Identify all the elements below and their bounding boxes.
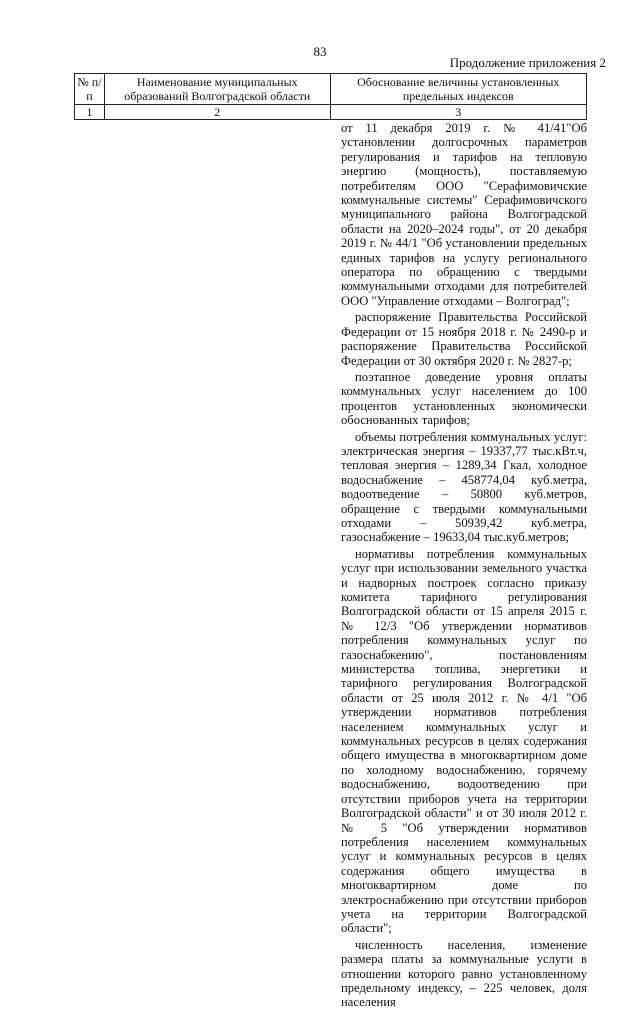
table-header-row [75, 74, 587, 105]
header-municipality: Наименование муниципальных образований Волгоградской области [104, 74, 330, 105]
appendix-table [74, 73, 587, 120]
appendix-continuation-note: Продолжение приложения 2 [449, 55, 606, 70]
column-number: 3 [330, 105, 586, 120]
page-number: 83 [313, 44, 327, 59]
paragraph: объемы потребления коммунальных услуг: электрическая энергия – 19337,77 тыс.кВт.ч, тепловая энергия – 1289,34 Гкал, холодное водоснабжение – 458774,04 куб.метра, водоотведение – 50800 куб.метров, обращение с твердыми коммунальными отходами – 50939,42 куб.метра, газоснабжение – 19633,04 тыс.куб.метров; [341, 429, 587, 545]
header-number: № п/п [75, 74, 105, 105]
paragraph: нормативы потребления коммунальных услуг при использовании земельного участка и надворных построек согласно приказу комитета тарифного регулирования Волгоградской области от 15 апреля 2015 г. № 12/3 "Об утверждении нормативов потребления коммунальных услуг по газоснабжению", постановлениям министерства топлива, энергетики и тарифного регулирования Волгоградской области от 25 июля 2012 г. № 4/1 "Об утверждении нормативов потребления населением коммунальных услуг и коммунальных ресурсов в целях содержания общего имущества в многоквартирном доме по холодному водоснабжению, горячему водоснабжению, водоотведению при отсутствии приборов учета на территории Волгоградской области" и от 30 июля 2012 г. № 5 "Об утверждении нормативов потребления населением коммунальных услуг и коммунальных ресурсов в целях содержания общего имущества в многоквартирном доме по электроснабжению при отсутствии приборов учета на территории Волгоградской области"; [341, 546, 587, 936]
column-number-row [75, 105, 587, 120]
paragraph: распоряжение Правительства Российской Федерации от 15 ноября 2018 г. № 2490-р и распоряжение Правительства Российской Федерации от 30 октября 2020 г. № 2827-р; [341, 310, 587, 368]
paragraph: численность населения, изменение размера платы за коммунальные услуги в отношении которого равно установленному предельному индексу, – 225 человек, доля населения [341, 937, 587, 1010]
column-number: 2 [104, 105, 330, 120]
justification-text [341, 121, 587, 1012]
header-justification: Обоснование величины установленных предельных индексов [330, 74, 586, 105]
paragraph: от 11 декабря 2019 г. № 41/41"Об установлении долгосрочных параметров регулирования и тарифов на тепловую энергию (мощность), поставляемую потребителям ООО "Серафимовичские коммунальные системы" Серафимовичского муниципального района Волгоградской области на 2020–2024 годы", от 20 декабря 2019 г. № 44/1 "Об установлении предельных единых тарифов на услугу регионального оператора по обращению с твердыми коммунальными отходами для потребителей ООО "Управление отходами – Волгоград"; [341, 121, 587, 308]
paragraph: поэтапное доведение уровня оплаты коммунальных услуг населением до 100 процентов установленных экономически обоснованных тарифов; [341, 369, 587, 428]
column-number: 1 [75, 105, 105, 120]
